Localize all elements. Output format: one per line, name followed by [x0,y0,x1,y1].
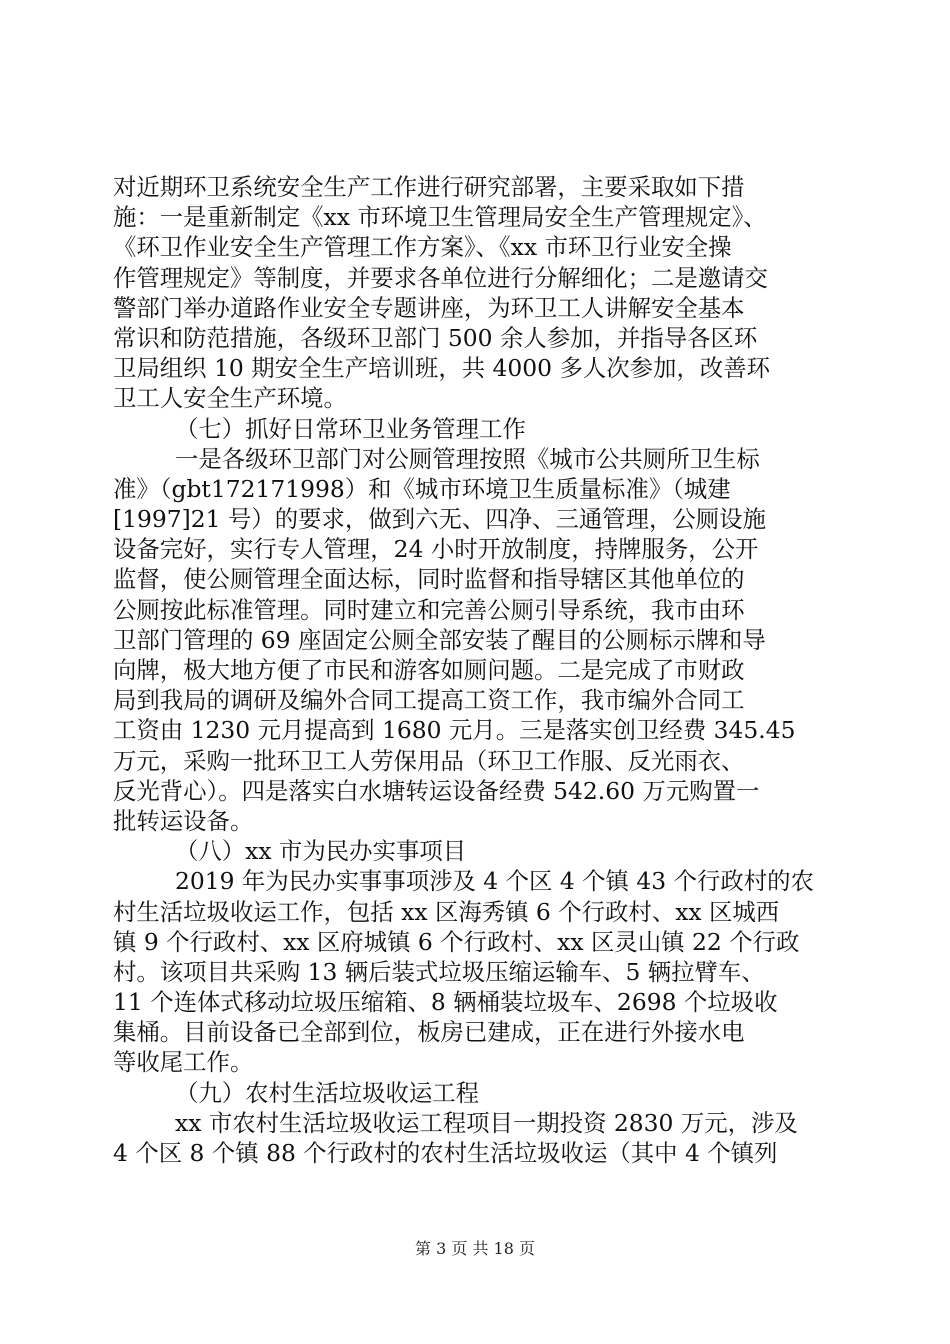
paragraph-line: 公厕按此标准管理。同时建立和完善公厕引导系统，我市由环 [113,595,745,624]
page-footer: 第 3 页 共 18 页 [415,1239,535,1258]
paragraph-line: 万元，采购一批环卫工人劳保用品（环卫工作服、反光雨衣、 [113,746,745,775]
section-heading: （九）农村生活垃圾收运工程 [175,1078,480,1107]
paragraph-line: 2019 年为民办实事事项涉及 4 个区 4 个镇 43 个行政村的农 [175,867,814,896]
paragraph-line: 工资由 1230 元月提高到 1680 元月。三是落实创卫经费 345.45 [113,716,796,745]
paragraph-line: 局到我局的调研及编外合同工提高工资工作，我市编外合同工 [113,686,745,715]
paragraph-line: 一是各级环卫部门对公厕管理按照《城市公共厕所卫生标 [175,444,760,473]
paragraph-line: 准》（gbt172171998）和《城市环境卫生质量标准》（城建 [113,474,731,503]
paragraph-line: 常识和防范措施，各级环卫部门 500 余人参加，并指导各区环 [113,323,758,352]
paragraph-line: 反光背心）。四是落实白水塘转运设备经费 542.60 万元购置一 [113,776,760,805]
paragraph-line: 4 个区 8 个镇 88 个行政村的农村生活垃圾收运（其中 4 个镇列 [113,1139,778,1167]
paragraph-line: 设备完好，实行专人管理，24 小时开放制度，持牌服务，公开 [113,535,759,564]
paragraph-line: [1997]21 号）的要求，做到六无、四净、三通管理，公厕设施 [113,505,766,534]
paragraph-line: 11 个连体式移动垃圾压缩箱、8 辆桶装垃圾车、2698 个垃圾收 [113,988,778,1017]
section-heading: （八）xx 市为民办实事项目 [175,837,467,866]
paragraph-line: 镇 9 个行政村、xx 区府城镇 6 个行政村、xx 区灵山镇 22 个行政 [113,927,800,956]
paragraph-line: 村生活垃圾收运工作，包括 xx 区海秀镇 6 个行政村、xx 区城西 [113,897,780,926]
paragraph-line: xx 市农村生活垃圾收运工程项目一期投资 2830 万元，涉及 [175,1108,798,1137]
paragraph-line: 村。该项目共采购 13 辆后装式垃圾压缩运输车、5 辆拉臂车、 [113,957,765,986]
paragraph-line: 施：一是重新制定《xx 市环境卫生管理局安全生产管理规定》、 [113,203,767,232]
document-body [113,172,843,1168]
section-heading: （七）抓好日常环卫业务管理工作 [175,414,526,443]
paragraph-line: 监督，使公厕管理全面达标，同时监督和指导辖区其他单位的 [113,565,745,594]
paragraph-line: 警部门举办道路作业安全专题讲座，为环卫工人讲解安全基本 [113,293,745,322]
paragraph-line: 向牌，极大地方便了市民和游客如厕问题。二是完成了市财政 [113,656,745,684]
paragraph-line: 卫局组织 10 期安全生产培训班，共 4000 多人次参加，改善环 [113,354,771,383]
paragraph-line: 等收尾工作。 [113,1048,254,1077]
paragraph-line: 对近期环卫系统安全生产工作进行研究部署，主要采取如下措 [113,173,745,201]
paragraph-line: 卫工人安全生产环境。 [113,384,347,413]
paragraph-line: 集桶。目前设备已全部到位，板房已建成，正在进行外接水电 [113,1018,745,1047]
paragraph-line: 《环卫作业安全生产管理工作方案》、《xx 市环卫行业安全操 [113,233,732,262]
paragraph-line: 卫部门管理的 69 座固定公厕全部安装了醒目的公厕标示牌和导 [113,625,766,654]
paragraph-line: 作管理规定》等制度，并要求各单位进行分解细化；二是邀请交 [113,263,768,292]
paragraph-line: 批转运设备。 [113,806,254,835]
